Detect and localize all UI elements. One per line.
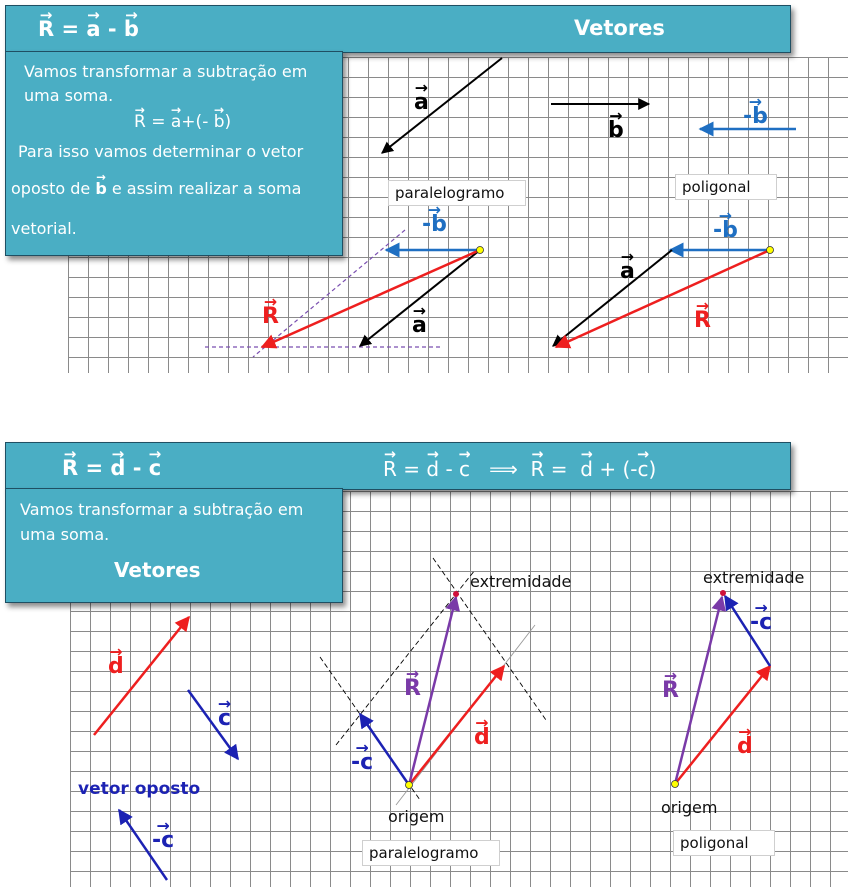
extremity-dot-pol [720, 590, 726, 596]
label-neg-b-top: → -b [743, 104, 768, 129]
bottom-intro-line2: uma soma. [20, 525, 110, 544]
extremidade-par-label: extremidade [470, 572, 572, 591]
origin-dot-pol-bottom [672, 781, 679, 788]
label-r-par-bottom: → R [404, 676, 421, 701]
vec-a: → a [86, 17, 100, 41]
label-r-pol: → R [694, 308, 711, 333]
top-intro-line1: Vamos transformar a subtração em [24, 62, 308, 81]
label-c-left: → c [218, 706, 231, 731]
vector-a-top [382, 58, 502, 153]
label-r-par: → R [262, 304, 279, 329]
vector-a-pol [553, 250, 672, 346]
top-para-line3: vetorial. [11, 219, 77, 238]
implies-icon: ⟹ [489, 457, 518, 481]
bottom-poligonal-label: poligonal [673, 830, 775, 856]
label-neg-b-par: → -b [422, 212, 447, 237]
label-d-par: → d [474, 725, 490, 750]
label-neg-c-par: → -c [351, 750, 373, 775]
label-b-top: → b [608, 118, 624, 143]
label-d-left: → d [108, 654, 124, 679]
label-neg-c-pol: → -c [750, 610, 772, 635]
label-r-pol-bottom: → R [662, 678, 679, 703]
top-header-title: Vetores [574, 16, 665, 40]
label-d-pol: → d [737, 734, 753, 759]
vector-r-pol [556, 250, 770, 347]
label-a-par: → a [412, 313, 427, 338]
vec-b: → b [124, 17, 139, 41]
extremidade-pol-label: extremidade [703, 568, 805, 587]
bottom-intro-line1: Vamos transformar a subtração em [20, 500, 304, 519]
top-header-equation: → R = → a - → b [38, 17, 139, 41]
bottom-panel-title: Vetores [114, 558, 201, 582]
origin-dot-par-bottom [406, 782, 413, 789]
origem-pol-label: origem [661, 798, 718, 817]
top-para-line2: oposto de → b e assim realizar a soma [11, 179, 301, 198]
label-a-top: → a [414, 90, 429, 115]
vetor-oposto-label: vetor oposto [78, 779, 201, 799]
bottom-header-equation: → R = → d - → c [62, 456, 161, 480]
origem-par-label: origem [388, 807, 445, 826]
bottom-header-center-equation: → R = → d - → c ⟹ → R = → d + (-→ c) [383, 457, 656, 481]
label-neg-b-pol: → -b [713, 218, 738, 243]
origin-dot-pol-top [767, 247, 774, 254]
vec-r: → R [38, 17, 54, 41]
bottom-paralelogramo-label: paralelogramo [362, 840, 500, 866]
top-para-line1: Para isso vamos determinar o vetor [18, 142, 304, 161]
vector-r-par [262, 250, 480, 347]
top-poligonal-label: poligonal [675, 174, 777, 200]
top-intro-line2: uma soma. [24, 86, 114, 105]
top-formula: → R = → a+(- → b) [134, 112, 231, 132]
label-neg-c-left: → -c [152, 828, 174, 853]
label-a-pol: → a [620, 259, 635, 284]
top-paralelogramo-label: paralelogramo [388, 180, 526, 206]
origin-dot-par-top [477, 247, 484, 254]
extremity-dot-par [453, 591, 459, 597]
